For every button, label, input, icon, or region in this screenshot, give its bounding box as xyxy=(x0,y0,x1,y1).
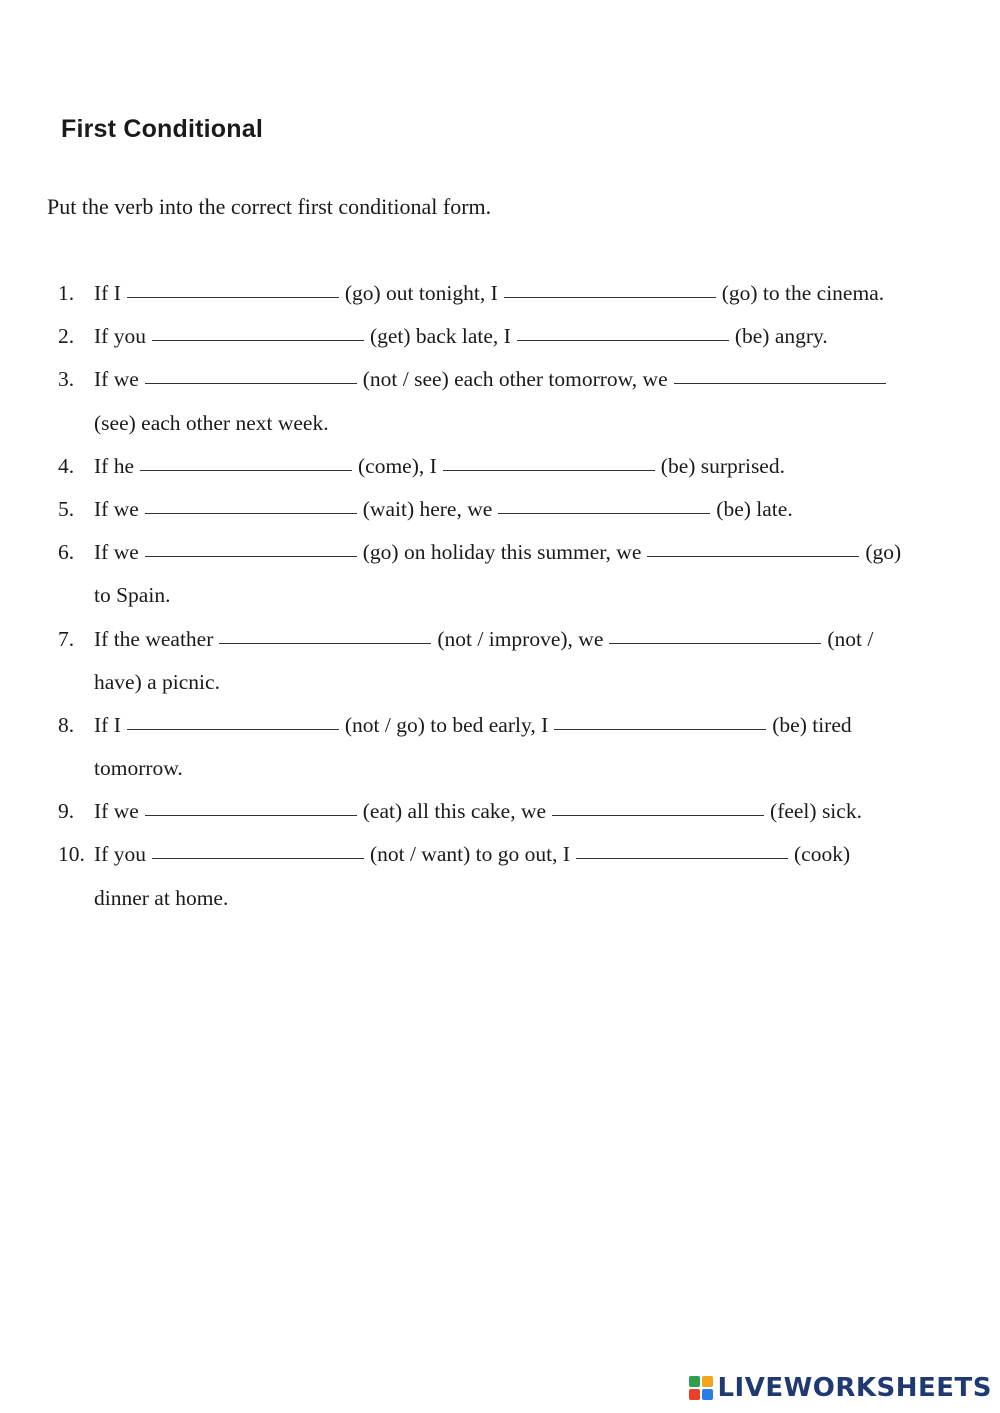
exercise-item xyxy=(58,618,968,661)
sentence-text: to Spain. xyxy=(94,583,171,608)
answer-blank[interactable] xyxy=(152,857,364,859)
logo-square xyxy=(689,1376,700,1387)
answer-blank[interactable] xyxy=(674,382,886,384)
answer-blank[interactable] xyxy=(219,642,431,644)
sentence-text: If you xyxy=(94,842,146,867)
sentence-text: (be) late. xyxy=(716,496,793,521)
sentence-text: (come), I xyxy=(358,453,437,478)
exercise-item-continuation xyxy=(58,402,968,445)
exercise-item xyxy=(58,272,968,315)
item-number: 5. xyxy=(58,496,75,521)
sentence-text: (not / see) each other tomorrow, we xyxy=(362,367,668,392)
item-number: 3. xyxy=(58,367,75,392)
exercise-item xyxy=(58,833,968,876)
answer-blank[interactable] xyxy=(152,339,364,341)
sentence-text: (be) tired xyxy=(772,712,852,737)
sentence-text: If we xyxy=(94,540,139,565)
sentence-text: If the weather xyxy=(94,626,214,651)
sentence-text: (feel) sick. xyxy=(770,799,862,824)
sentence-text: (cook) xyxy=(794,842,851,867)
answer-blank[interactable] xyxy=(517,339,729,341)
sentence-text: (go) on holiday this summer, we xyxy=(362,540,642,565)
answer-blank[interactable] xyxy=(504,296,716,298)
sentence-text: If I xyxy=(94,712,121,737)
answer-blank[interactable] xyxy=(145,814,357,816)
answer-blank[interactable] xyxy=(127,728,339,730)
item-number: 10. xyxy=(58,842,85,867)
item-number: 4. xyxy=(58,453,75,478)
sentence-text: (eat) all this cake, we xyxy=(362,799,547,824)
exercise-item-continuation xyxy=(58,574,968,617)
sentence-text: (go) xyxy=(865,540,902,565)
answer-blank[interactable] xyxy=(554,728,766,730)
answer-blank[interactable] xyxy=(145,382,357,384)
exercise-list xyxy=(58,272,968,920)
sentence-text: If we xyxy=(94,496,139,521)
logo-icon xyxy=(689,1376,713,1400)
answer-blank[interactable] xyxy=(576,857,788,859)
exercise-item xyxy=(58,790,968,833)
answer-blank[interactable] xyxy=(140,469,352,471)
sentence-text: (go) out tonight, I xyxy=(344,281,498,305)
answer-blank[interactable] xyxy=(127,296,339,298)
logo-square xyxy=(689,1389,700,1400)
sentence-text: (be) surprised. xyxy=(660,453,785,478)
sentence-text: (go) to the cinema. xyxy=(721,281,885,305)
item-number: 2. xyxy=(58,324,75,349)
item-number: 7. xyxy=(58,626,75,651)
item-number: 9. xyxy=(58,799,75,824)
sentence-text: If you xyxy=(94,324,146,349)
sentence-text: If we xyxy=(94,799,139,824)
exercise-item xyxy=(58,358,968,401)
logo-text: LIVEWORKSHEETS xyxy=(717,1373,992,1403)
sentence-text: dinner at home. xyxy=(94,885,229,910)
sentence-text: If we xyxy=(94,367,139,392)
exercise-item xyxy=(58,445,968,488)
instructions: Put the verb into the correct first conditional form. xyxy=(47,194,492,219)
exercise-item xyxy=(58,531,968,574)
item-number: 8. xyxy=(58,712,75,737)
answer-blank[interactable] xyxy=(498,512,710,514)
sentence-text: (get) back late, I xyxy=(369,324,511,349)
exercise-item-continuation xyxy=(58,747,968,790)
item-number: 6. xyxy=(58,540,75,565)
sentence-text: (not / improve), we xyxy=(437,626,604,651)
answer-blank[interactable] xyxy=(647,555,859,557)
answer-blank[interactable] xyxy=(609,642,821,644)
page-title: First Conditional xyxy=(61,115,263,143)
item-number: 1. xyxy=(58,281,75,305)
sentence-text: (be) angry. xyxy=(734,324,828,349)
exercise-item xyxy=(58,315,968,358)
sentence-text: (not / want) to go out, I xyxy=(369,842,570,867)
sentence-text: have) a picnic. xyxy=(94,669,220,694)
sentence-text: (see) each other next week. xyxy=(94,410,329,435)
exercise-item xyxy=(58,704,968,747)
sentence-text: (not / xyxy=(827,626,874,651)
answer-blank[interactable] xyxy=(145,512,357,514)
answer-blank[interactable] xyxy=(145,555,357,557)
logo-square xyxy=(702,1389,713,1400)
logo-square xyxy=(702,1376,713,1387)
sentence-text: If I xyxy=(94,281,121,305)
liveworksheets-logo[interactable] xyxy=(689,1373,992,1403)
exercise-item-continuation xyxy=(58,877,968,920)
sentence-text: (wait) here, we xyxy=(362,496,493,521)
sentence-text: If he xyxy=(94,453,134,478)
sentence-text: (not / go) to bed early, I xyxy=(344,712,549,737)
answer-blank[interactable] xyxy=(443,469,655,471)
answer-blank[interactable] xyxy=(552,814,764,816)
exercise-item xyxy=(58,488,968,531)
exercise-item-continuation xyxy=(58,661,968,704)
sentence-text: tomorrow. xyxy=(94,756,183,781)
